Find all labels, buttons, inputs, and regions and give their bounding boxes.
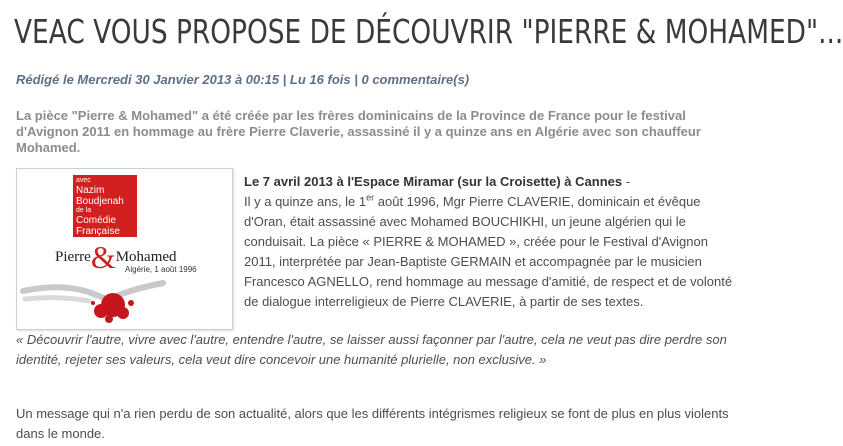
poster-cast-line: Comédie bbox=[76, 215, 117, 226]
publish-date: Rédigé le Mercredi 30 Janvier 2013 à 00:15 bbox=[16, 72, 280, 87]
ordinal-superscript: er bbox=[366, 192, 375, 203]
poster-title-amp: & bbox=[90, 239, 116, 275]
claverie-quote: « Découvrir l'autre, vivre avec l'autre, entendre l'autre, se laisser aussi façonner par l'autre, cela ne veut pas dire perdre son identité, rejeter ses valeurs, cela veut dire concevoir une humanité plurielle, non exclusive. » bbox=[16, 332, 727, 367]
story-text-rest: août 1996, Mgr Pierre CLAVERIE, dominicain et évêque d'Oran, était assassiné avec Mohamed BOUCHIKHI, un jeune algérien qui le conduisait. La pièce « PIERRE & MOHAMED », créée pour le Festival d'Avignon 2011, interprétée par Jean-Baptiste GERMAIN et accompagnée par le musicien Francesco AGNELLO, rend hommage au message d'amitié, de respect et de volonté de dialogue interreligieux de Pierre CLAVERIE, à partir de ses textes. bbox=[244, 194, 733, 309]
poster-cast-box bbox=[73, 175, 137, 237]
event-paragraph bbox=[244, 172, 739, 312]
poster-cast-line: Française bbox=[76, 226, 120, 237]
poster-title-b: Mohamed bbox=[115, 249, 177, 265]
poster-cast-line: avec bbox=[76, 177, 91, 184]
hands-illustration-icon bbox=[23, 269, 173, 325]
poster-cast-line: de la bbox=[76, 207, 92, 214]
poster-cast-line: Boudjenah bbox=[76, 196, 124, 207]
event-dash: - bbox=[622, 174, 631, 189]
meta-separator: | bbox=[279, 72, 290, 87]
story-text-start: Il y a quinze ans, le 1 bbox=[244, 194, 367, 209]
poster-title-a: Pierre bbox=[55, 249, 91, 265]
read-count: Lu 16 fois bbox=[289, 72, 351, 87]
poster-cast-line: Nazim bbox=[76, 185, 105, 196]
comments-link[interactable]: 0 commentaire(s) bbox=[361, 72, 470, 87]
article-title: VEAC VOUS PROPOSE DE DÉCOUVRIR "PIERRE & MOHAMED"... bbox=[14, 12, 843, 51]
event-line: Le 7 avril 2013 à l'Espace Miramar (sur la Croisette) à Cannes bbox=[244, 174, 623, 189]
poster-date: Algérie, 1 août 1996 bbox=[125, 265, 197, 274]
article-intro: La pièce "Pierre & Mohamed" a été créée par les frères dominicains de la Province de France pour le festival d'Avignon 2011 en hommage au frère Pierre Claverie, assassiné il y a quinze ans en Algérie avec son chauffeur Mohamed. bbox=[16, 108, 701, 155]
article-meta bbox=[16, 72, 751, 87]
play-poster-image bbox=[16, 168, 233, 330]
meta-separator: | bbox=[350, 72, 362, 87]
story-paragraph bbox=[244, 192, 739, 312]
closing-paragraph: Un message qui n'a rien perdu de son actualité, alors que les différents intégrismes religieux se font de plus en plus violents dans le monde. bbox=[16, 406, 729, 441]
